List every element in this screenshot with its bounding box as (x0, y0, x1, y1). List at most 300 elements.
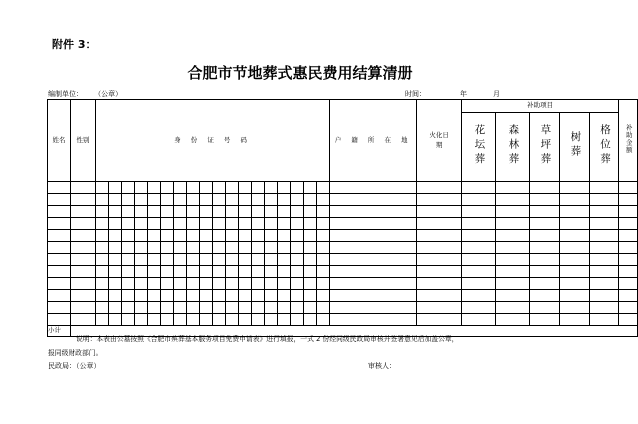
table-cell (530, 194, 560, 206)
table-cell (48, 218, 71, 230)
table-cell (590, 218, 619, 230)
table-cell (278, 206, 291, 218)
table-cell (291, 302, 304, 314)
table-cell (590, 182, 619, 194)
table-row (48, 254, 638, 266)
table-cell (330, 302, 417, 314)
table-cell (265, 230, 278, 242)
table-cell (496, 242, 530, 254)
table-cell (619, 194, 638, 206)
table-cell (187, 290, 200, 302)
table-cell (317, 218, 330, 230)
table-cell (590, 206, 619, 218)
table-cell (239, 266, 252, 278)
table-cell (239, 230, 252, 242)
table-cell (265, 194, 278, 206)
table-cell (252, 254, 265, 266)
table-cell (317, 206, 330, 218)
table-cell (161, 314, 174, 326)
table-cell (252, 314, 265, 326)
table-cell (252, 278, 265, 290)
table-row (48, 194, 638, 206)
table-cell (317, 242, 330, 254)
table-cell (462, 218, 496, 230)
table-cell (530, 314, 560, 326)
header-item-tree (560, 113, 590, 182)
table-cell (530, 206, 560, 218)
table-cell (291, 230, 304, 242)
table-cell (148, 278, 161, 290)
header-item-flowerbed-text: 花坛葬 (473, 124, 486, 168)
table-cell (96, 230, 109, 242)
table-cell (174, 230, 187, 242)
table-cell (213, 206, 226, 218)
table-cell (187, 242, 200, 254)
table-cell (226, 230, 239, 242)
table-row (48, 290, 638, 302)
table-cell (619, 266, 638, 278)
table-cell (161, 218, 174, 230)
time-field (405, 89, 500, 99)
table-cell (417, 194, 462, 206)
table-cell (530, 302, 560, 314)
table-cell (291, 206, 304, 218)
table-cell (278, 278, 291, 290)
table-cell (48, 314, 71, 326)
table-cell (265, 278, 278, 290)
table-cell (291, 278, 304, 290)
table-cell (187, 206, 200, 218)
table-cell (317, 302, 330, 314)
table-cell (187, 278, 200, 290)
table-cell (317, 182, 330, 194)
table-cell (330, 182, 417, 194)
table-cell (560, 230, 590, 242)
table-cell (109, 254, 122, 266)
table-cell (278, 302, 291, 314)
table-cell (330, 218, 417, 230)
table-cell (200, 194, 213, 206)
table-cell (560, 206, 590, 218)
table-cell (265, 242, 278, 254)
table-cell (135, 278, 148, 290)
table-cell (148, 266, 161, 278)
table-cell (530, 266, 560, 278)
header-cremation-date-text: 火化日期 (429, 130, 449, 149)
table-cell (304, 230, 317, 242)
table-cell (148, 182, 161, 194)
table-cell (213, 254, 226, 266)
table-cell (265, 266, 278, 278)
table-cell (252, 182, 265, 194)
table-cell (304, 194, 317, 206)
table-cell (417, 218, 462, 230)
subtotal-label: 小计 (48, 326, 71, 337)
table-cell (161, 290, 174, 302)
table-cell (122, 302, 135, 314)
table-cell (213, 302, 226, 314)
table-cell (590, 254, 619, 266)
table-cell (252, 266, 265, 278)
table-cell (187, 314, 200, 326)
table-cell (174, 182, 187, 194)
table-cell (213, 218, 226, 230)
table-cell (96, 290, 109, 302)
table-cell (462, 206, 496, 218)
table-cell (265, 254, 278, 266)
table-cell (48, 206, 71, 218)
table-cell (265, 290, 278, 302)
table-row (48, 218, 638, 230)
table-cell (239, 218, 252, 230)
table-cell (96, 242, 109, 254)
table-cell (226, 254, 239, 266)
table-cell (330, 314, 417, 326)
table-cell (291, 314, 304, 326)
table-cell (96, 218, 109, 230)
table-cell (304, 182, 317, 194)
table-cell (496, 302, 530, 314)
table-cell (619, 230, 638, 242)
table-cell (560, 302, 590, 314)
table-cell (330, 278, 417, 290)
table-cell (619, 278, 638, 290)
table-cell (174, 242, 187, 254)
table-cell (496, 218, 530, 230)
table-cell (226, 266, 239, 278)
table-cell (496, 278, 530, 290)
table-cell (291, 218, 304, 230)
table-cell (187, 230, 200, 242)
table-cell (135, 182, 148, 194)
table-cell (200, 230, 213, 242)
table-cell (213, 182, 226, 194)
table-cell (278, 314, 291, 326)
table-cell (278, 266, 291, 278)
table-cell (48, 290, 71, 302)
table-cell (590, 278, 619, 290)
table-cell (200, 290, 213, 302)
table-cell (530, 218, 560, 230)
table-cell (213, 290, 226, 302)
header-subsidy-amount (619, 100, 638, 182)
table-cell (496, 230, 530, 242)
header-name: 姓名 (48, 100, 71, 182)
table-cell (560, 242, 590, 254)
table-cell (200, 182, 213, 194)
table-row (48, 182, 638, 194)
table-cell (109, 302, 122, 314)
table-cell (417, 314, 462, 326)
table-cell (161, 266, 174, 278)
table-cell (48, 194, 71, 206)
table-cell (560, 266, 590, 278)
table-cell (560, 182, 590, 194)
table-cell (304, 206, 317, 218)
header-item-tree-text: 树葬 (569, 131, 582, 161)
table-cell (109, 182, 122, 194)
table-cell (161, 278, 174, 290)
table-cell (619, 314, 638, 326)
table-cell (252, 206, 265, 218)
table-cell (417, 266, 462, 278)
table-cell (174, 314, 187, 326)
table-cell (161, 254, 174, 266)
table-cell (96, 302, 109, 314)
table-cell (200, 218, 213, 230)
table-cell (278, 230, 291, 242)
table-cell (462, 314, 496, 326)
table-cell (239, 278, 252, 290)
table-cell (213, 314, 226, 326)
table-cell (71, 314, 96, 326)
table-cell (278, 194, 291, 206)
table-cell (317, 254, 330, 266)
table-cell (122, 206, 135, 218)
table-cell (135, 266, 148, 278)
table-cell (496, 182, 530, 194)
table-cell (252, 218, 265, 230)
table-cell (304, 290, 317, 302)
table-cell (122, 194, 135, 206)
table-cell (161, 302, 174, 314)
table-cell (96, 254, 109, 266)
table-cell (417, 242, 462, 254)
table-cell (239, 254, 252, 266)
table-cell (417, 254, 462, 266)
table-row (48, 278, 638, 290)
table-cell (239, 302, 252, 314)
table-cell (252, 242, 265, 254)
table-cell (317, 230, 330, 242)
table-row (48, 230, 638, 242)
table-cell (560, 194, 590, 206)
table-cell (148, 194, 161, 206)
table-cell (213, 242, 226, 254)
table-cell (291, 182, 304, 194)
table-row (48, 302, 638, 314)
table-cell (330, 266, 417, 278)
header-item-lawn-text: 草坪葬 (539, 124, 552, 168)
table-cell (135, 290, 148, 302)
table-cell (265, 218, 278, 230)
table-cell (619, 182, 638, 194)
table-cell (560, 218, 590, 230)
attachment-label: 附件 3： (52, 38, 97, 51)
table-cell (330, 230, 417, 242)
table-cell (71, 206, 96, 218)
table-cell (291, 266, 304, 278)
table-cell (96, 266, 109, 278)
table-cell (200, 278, 213, 290)
table-cell (174, 206, 187, 218)
table-cell (417, 182, 462, 194)
table-cell (48, 302, 71, 314)
table-cell (304, 254, 317, 266)
table-cell (71, 266, 96, 278)
table-cell (135, 218, 148, 230)
table-cell (109, 218, 122, 230)
header-gender: 性别 (71, 100, 96, 182)
table-cell (226, 206, 239, 218)
compile-unit (48, 89, 122, 99)
table-cell (48, 182, 71, 194)
table-cell (109, 290, 122, 302)
table-cell (48, 230, 71, 242)
table-cell (200, 266, 213, 278)
table-cell (417, 278, 462, 290)
reviewer-label: 审核人： (368, 362, 396, 370)
table-cell (226, 194, 239, 206)
table-cell (304, 278, 317, 290)
table-cell (496, 194, 530, 206)
table-cell (226, 242, 239, 254)
table-cell (462, 266, 496, 278)
table-cell (530, 242, 560, 254)
note-line-1: 说明：本表由公墓按照《合肥市殡葬基本服务项目免费申请表》进行填报，一式 2 份经同级民政局审核并签署意见后加盖公章， (76, 335, 459, 343)
table-cell (174, 278, 187, 290)
table-cell (122, 218, 135, 230)
compile-unit-value: （公章） (94, 90, 123, 98)
table-cell (252, 230, 265, 242)
table-cell (96, 206, 109, 218)
table-row (48, 314, 638, 326)
table-cell (317, 278, 330, 290)
compile-unit-label: 编制单位： (48, 90, 83, 98)
table-cell (148, 206, 161, 218)
table-cell (417, 230, 462, 242)
table-cell (462, 302, 496, 314)
header-subsidy-items: 补助项目 (462, 100, 619, 113)
table-cell (265, 182, 278, 194)
table-cell (71, 230, 96, 242)
table-cell (496, 314, 530, 326)
table-cell (560, 278, 590, 290)
header-row-1 (48, 100, 638, 113)
table-cell (239, 314, 252, 326)
table-cell (330, 254, 417, 266)
table-cell (417, 290, 462, 302)
table-cell (304, 242, 317, 254)
table-cell (462, 242, 496, 254)
header-item-lawn (530, 113, 560, 182)
table-cell (252, 194, 265, 206)
table-cell (161, 230, 174, 242)
page-title: 合肥市节地葬式惠民费用结算清册 (187, 64, 413, 82)
table-cell (200, 314, 213, 326)
table-cell (71, 254, 96, 266)
table-cell (560, 290, 590, 302)
table-cell (304, 218, 317, 230)
table-cell (462, 182, 496, 194)
table-cell (187, 254, 200, 266)
table-cell (278, 182, 291, 194)
table-cell (226, 290, 239, 302)
header-item-niche (590, 113, 619, 182)
table-cell (200, 242, 213, 254)
table-cell (122, 314, 135, 326)
table-cell (590, 302, 619, 314)
table-cell (239, 242, 252, 254)
table-cell (174, 194, 187, 206)
table-cell (590, 266, 619, 278)
table-cell (213, 230, 226, 242)
table-cell (213, 266, 226, 278)
header-item-forest-text: 森林葬 (507, 124, 520, 168)
table-cell (226, 182, 239, 194)
table-cell (200, 206, 213, 218)
table-cell (304, 302, 317, 314)
table-cell (71, 182, 96, 194)
table-cell (174, 290, 187, 302)
table-cell (590, 194, 619, 206)
table-cell (161, 182, 174, 194)
time-label: 时间： (405, 90, 426, 98)
table-cell (122, 290, 135, 302)
table-row (48, 266, 638, 278)
table-cell (590, 290, 619, 302)
table-cell (71, 242, 96, 254)
table-cell (96, 314, 109, 326)
table-cell (291, 290, 304, 302)
table-cell (109, 242, 122, 254)
table-cell (187, 182, 200, 194)
table-cell (278, 218, 291, 230)
table-cell (187, 194, 200, 206)
table-cell (265, 206, 278, 218)
table-cell (226, 218, 239, 230)
table-cell (291, 194, 304, 206)
table-cell (317, 314, 330, 326)
table-cell (122, 278, 135, 290)
table-cell (619, 290, 638, 302)
table-cell (265, 314, 278, 326)
table-cell (71, 278, 96, 290)
settlement-table (47, 99, 638, 337)
civil-affairs-seal: 民政局：（公章） (48, 362, 101, 370)
table-cell (530, 182, 560, 194)
table-cell (174, 254, 187, 266)
table-cell (330, 290, 417, 302)
table-cell (109, 266, 122, 278)
table-cell (174, 218, 187, 230)
table-cell (148, 218, 161, 230)
table-cell (174, 266, 187, 278)
table-cell (135, 314, 148, 326)
table-cell (330, 194, 417, 206)
table-cell (109, 206, 122, 218)
table-cell (462, 290, 496, 302)
table-cell (48, 242, 71, 254)
table-cell (496, 290, 530, 302)
table-cell (187, 266, 200, 278)
table-cell (96, 194, 109, 206)
table-cell (187, 302, 200, 314)
table-cell (213, 194, 226, 206)
table-cell (417, 302, 462, 314)
table-cell (161, 242, 174, 254)
table-cell (48, 278, 71, 290)
table-cell (278, 290, 291, 302)
table-cell (462, 278, 496, 290)
table-cell (187, 218, 200, 230)
table-cell (109, 314, 122, 326)
table-cell (96, 278, 109, 290)
table-cell (530, 230, 560, 242)
table-cell (148, 242, 161, 254)
table-row (48, 206, 638, 218)
table-cell (148, 254, 161, 266)
